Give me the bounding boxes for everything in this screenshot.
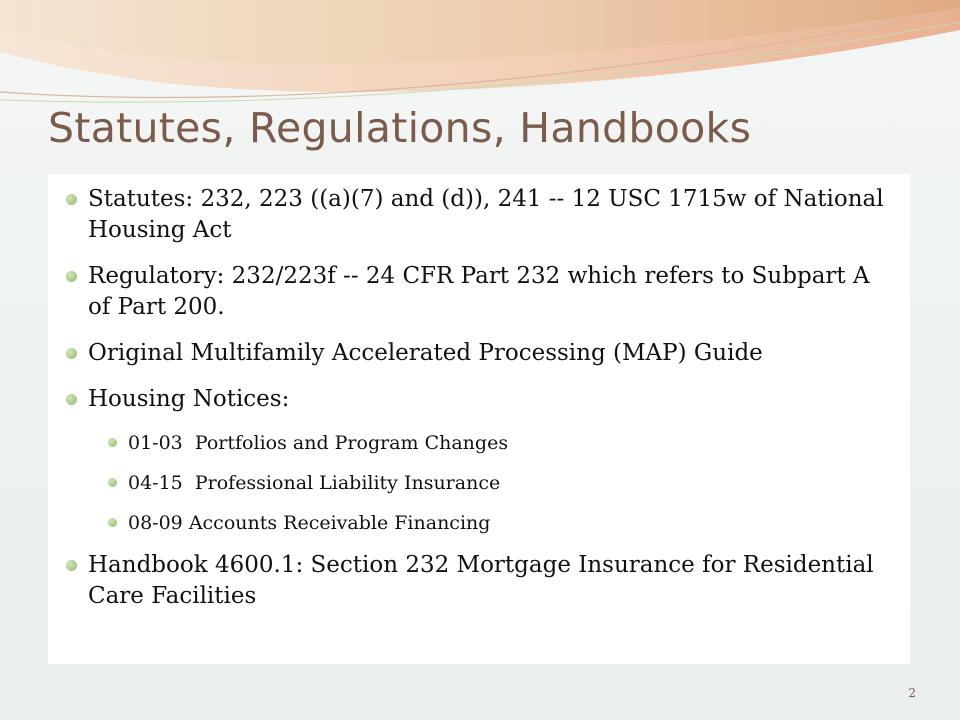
- bullet-item: [66, 261, 890, 323]
- bullet-item: [66, 338, 890, 369]
- bullet-text: Handbook 4600.1: Section 232 Mortgage Insurance for Residential Care Facilities: [88, 552, 874, 609]
- bullet-icon: [66, 394, 77, 405]
- sub-bullet-item: [108, 430, 890, 456]
- page-title: Statutes, Regulations, Handbooks: [48, 104, 752, 152]
- bullet-list: [66, 184, 890, 612]
- bullet-text: Original Multifamily Accelerated Processing (MAP) Guide: [88, 340, 763, 366]
- content-area: [48, 174, 910, 664]
- bullet-text: 04-15 Professional Liability Insurance: [128, 472, 501, 494]
- bullet-item: [66, 184, 890, 246]
- bullet-text: 01-03 Portfolios and Program Changes: [128, 432, 509, 454]
- bullet-text: 08-09 Accounts Receivable Financing: [128, 512, 491, 534]
- bullet-icon: [108, 438, 117, 447]
- bullet-icon: [108, 518, 117, 527]
- bullet-icon: [108, 478, 117, 487]
- bullet-icon: [66, 560, 77, 571]
- sub-bullet-item: [108, 510, 890, 536]
- page-number: 2: [908, 686, 916, 700]
- bullet-item: [66, 550, 890, 612]
- header-wave-decoration: [0, 0, 960, 120]
- bullet-text: Housing Notices:: [88, 386, 290, 412]
- bullet-icon: [66, 348, 77, 359]
- bullet-text: Statutes: 232, 223 ((a)(7) and (d)), 241 -- 12 USC 1715w of National Housing Act: [88, 186, 884, 243]
- bullet-icon: [66, 271, 77, 282]
- bullet-text: Regulatory: 232/223f -- 24 CFR Part 232 which refers to Subpart A of Part 200.: [88, 263, 870, 320]
- bullet-item: [66, 384, 890, 415]
- sub-bullet-item: [108, 470, 890, 496]
- bullet-icon: [66, 194, 77, 205]
